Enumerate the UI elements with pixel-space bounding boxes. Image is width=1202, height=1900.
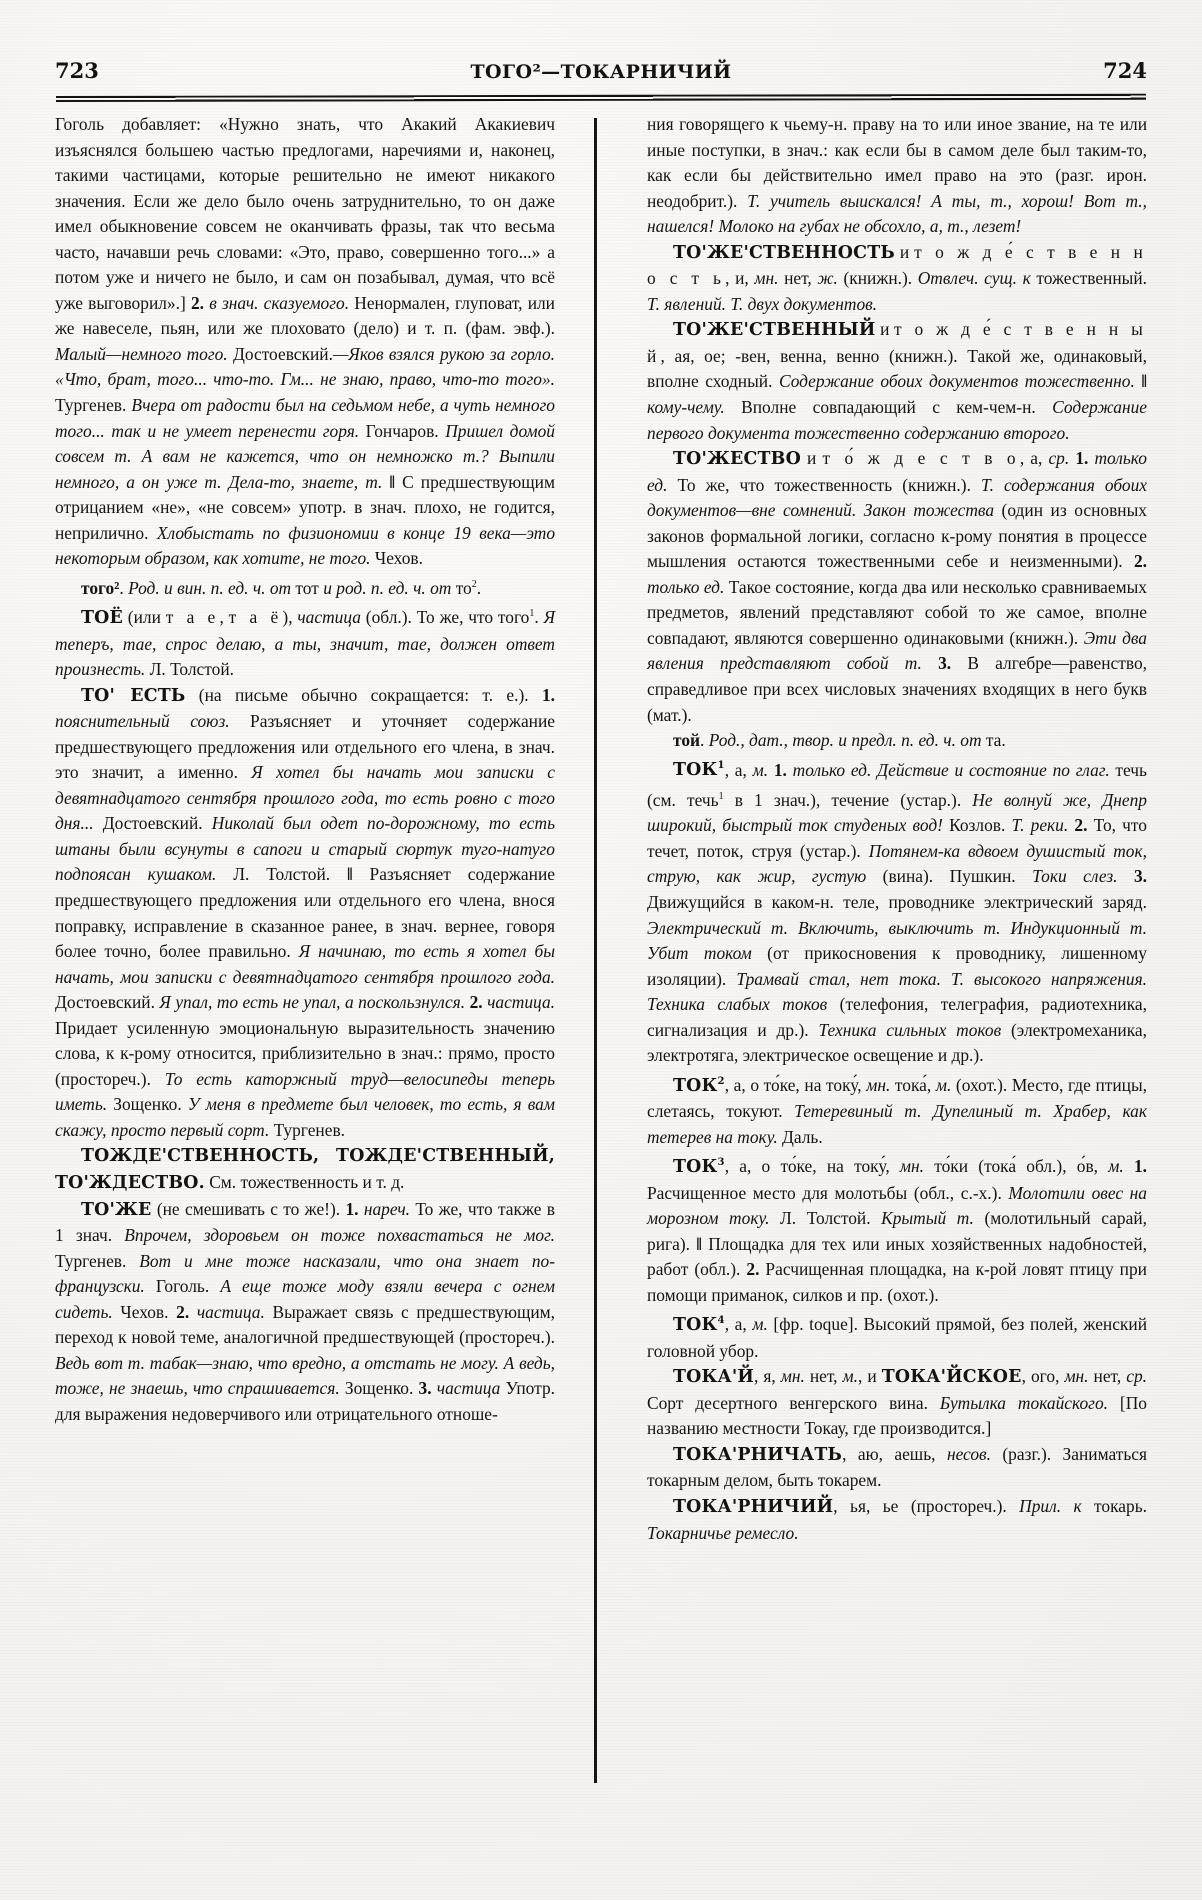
tozhdestvennost-crossref: ТОЖДЕ'СТВЕННОСТЬ, ТОЖДЕ'СТВЕННЫЙ, ТО'ЖДЕСТВО. См. тожественность и т. д. <box>55 1146 555 1194</box>
tokarnichat-entry: ТОКА'РНИЧАТЬ, аю, аешь, несов. (разг.). Заниматься токарным делом, быть токарем. <box>647 1443 1148 1491</box>
tok4-entry: ТОК$^4$, а, м. [фр. toque]. Высокий прямой, без полей, женский головной убор. <box>647 1314 1147 1361</box>
to-est-entry: ТО' ЕСТЬ (на письме обычно сокращается: т. е.). 1. пояснительный союз. Разъясняет и уточняет содержание предшествующего предложения или отдельного его члена, в знач. это значит, а именно. Я хотел бы начать мои записки с девятнадцатого сентября прошлого года, то есть ровно с того дня... Достоевский. Николай был одет по-дорожному, то есть штаны были всунуты в сапоги и старый сюртук туго-натуго подпоясан кушаком. Л. Толстой. ‖ Разъясняет содержание предшествующего предложения или отдельного его члена, внося поправку, исправление в сказанное ранее, в знач. вернее, говоря более точно, более правильно. Я начинаю, то есть я хотел бы начать, мои записки с девятнадцатого сентября прошлого года. Достоевский. Я упал, то есть не упал, а поскользнулся. 2. частица. Придает усиленную эмоциональную выразительность значению слова, к к-рому относится, приблизительно в знач.: прямо, просто (простореч.). То есть каторжный труд—велосипеды теперь иметь. Зощенко. У меня в предмете был человек, то есть, я вам скажу, просто первый сорт. Тургенев. <box>55 684 555 1140</box>
tozhe-entry: ТО'ЖЕ (не смешивать с то же!). 1. нареч. То же, что также в 1 знач. Впрочем, здоровьем он тоже похвастаться не мог. Тургенев. Вот и мне тоже насказали, что она знает по-французски. Гоголь. А еще тоже моду взяли вечера с огнем сидеть. Чехов. 2. частица. Выражает связь с предшествующим, переход к новой теме, аналогичной предшествующей (простореч.). Ведь вот т. табак—знаю, что вредно, а отстать не могу. А ведь, тоже, не знаешь, что спрашивается. Зощенко. 3. частица Употр. для выражения недоверчивого или отрицательного отноше- <box>55 1198 556 1424</box>
tok1-entry: ТОК$^1$, а, м. 1. только ед. Действие и состояние по глаг. течь (см. течь$^1$ в 1 знач.), течение (устар.). Не волнуй же, Днепр широкий, быстрый ток студеных вод! Козлов. Т. реки. 2. То, что течет, поток, струя (устар.). Потянем-ка вдвоем душистый ток, струю, как жир, густую (вина). Пушкин. Токи слез. 3. Движущийся в каком-н. теле, проводнике электрический заряд. Электрический т. Включить, выключить т. Индукционный т. Убит током (от прикосновения к проводнику, лишенному изоляции). Трамвай стал, нет тока. Т. высокого напряжения. Техника слабых токов (телефония, телеграфия, радиотехника, сигнализация и др.). Техника сильных токов (электромеханика, электротяга, электрическое освещение и др.). <box>647 759 1148 1066</box>
togo2-continuation: Гоголь добавляет: «Нужно знать, что Акакий Акакиевич изъяснялся большею частью предлогами, наречиями и, наконец, такими частицами, которые решительно не имеют никакого значения. Если же дело было очень затруднительно, то он даже имел обыкновение совсем не оканчивать фразы, так что весьма часто, начавши речь словами: «Это, право, совершенно того...» а потом уже и ничего не было, и сам он позабывал, думая, что всё уже выговорил».] 2. в знач. сказуемого. Ненормален, глуповат, или же навеселе, пьян, или же плоховато (дело) и т. п. (фам. эвф.). Малый—немного того. Достоевский.—Яков взялся рукою за горло. «Что, брат, того... что-то. Гм... не знаю, право, что-то того». Тургенев. Вчера от радости был на седьмом небе, а чуть немного того... так и не умеет перенести горя. Гончаров. Пришел домой совсем т. А вам не кажется, что он немножко т.? Выпили немного, а он уже т. Дела-то, знаете, т. ‖ С предшествующим отрицанием «не», «не совсем» употр. в знач. плохо, не годится, неприлично. Хлобыстать по физиономии в конце 19 века—это некоторым образом, как хотите, не того. Чехов. <box>55 114 556 569</box>
folio-left: 723 <box>55 58 99 83</box>
tozhe-continuation: ния говорящего к чьему-н. праву на то или иное звание, на те или иные поступки, в знач.: как если бы в самом деле был таким-то, как если бы действительно имел право на это (разг. ирон. неодобрит.). Т. учитель выискался! А ты, т., хорош! Вот т., нашелся! Молоко на губах не обсохло, а, т., лезет! <box>647 114 1147 237</box>
column-right <box>647 112 1147 1546</box>
togo2-grammar: того². Род. и вин. п. ед. ч. от тот и род. п. ед. ч. от $то^2$. <box>81 577 482 598</box>
tozhestvenny-entry: ТО'ЖЕ'СТВЕННЫЙ и т о ж д е́ с т в е н н ы й, ая, ое; -вен, венна, венно (книжн.). Такой же, одинаковый, вполне сходный. Содержание обоих документов тожественно. ‖ кому-чему. Вполне совпадающий с кем-чем-н. Содержание первого документа тожественно содержанию второго. <box>647 319 1147 443</box>
running-title: ТОГО²—ТОКАРНИЧИЙ <box>470 61 732 83</box>
tozhestvennost-entry: ТО'ЖЕ'СТВЕННОСТЬ и т о ж д е́ с т в е н н о с т ь, и, мн. нет, ж. (книжн.). Отвлеч. сущ. к тожественный. Т. явлений. Т. двух документов. <box>647 241 1147 314</box>
tozhestvo-entry: ТО'ЖЕСТВО и т о́ ж д е с т в о, а, ср. 1. только ед. То же, что тожественность (книжн.). Т. содержания обоих документов—вне сомнений. Закон тожества (один из основных законов формальной логики, согласно к-рому понятия в процессе мышления остаются тожественными себе и неизменными). 2. только ед. Такое состояние, когда два или несколько сравниваемых предметов, явлений представляют собой то же самое, вполне совпадают, являются совершенно одинаковыми (книжн.). Эти два явления представляют собой т. 3. В алгебре—равенство, справедливое при всех числовых значениях входящих в него букв (мат.). <box>647 448 1148 725</box>
tokarnichiy-entry: ТОКА'РНИЧИЙ, ья, ье (простореч.). Прил. к токарь. Токарничье ремесло. <box>647 1495 1147 1543</box>
column-left <box>55 112 555 1427</box>
text-body <box>55 112 1147 1812</box>
tokay-entry: ТОКА'Й, я, мн. нет, м., и ТОКА'ЙСКОЕ, ого, мн. нет, ср. Сорт десертного венгерского вина. Бутылка токайского. [По названию местности Токау, где производится.] <box>647 1366 1147 1439</box>
toy-grammar: той. Род., дат., твор. и предл. п. ед. ч. от та. <box>673 730 1006 751</box>
tok2-entry: ТОК$^2$, а, о то́ке, на току́, мн. тока́, м. (охот.). Место, где птицы, слетаясь, токуют. Тетеревиный т. Дупелиный т. Храбер, как тетерев на току. Даль. <box>647 1074 1147 1147</box>
folio-right: 724 <box>1103 58 1147 83</box>
tok3-entry: ТОК$^3$, а, о то́ке, на току́, мн. то́ки (тока́ обл.), о́в, м. 1. Расчищенное место для молотьбы (обл., с.-х.). Молотили овес на морозном току. Л. Толстой. Крытый т. (молотильный сарай, рига). ‖ Площадка для тех или иных хозяйственных надобностей, работ (обл.). 2. Расчищенная площадка, на к-рой ловят птицу при помощи приманок, силков и пр. (охот.). <box>647 1156 1147 1305</box>
toyo-entry: ТОЁ (или т а е, т а ё), частица (обл.). То же, что того$^1$. Я теперъ, тае, спрос делаю, а ты, значит, тае, должен ответ произнесть. Л. Толстой. <box>55 606 556 680</box>
running-head <box>55 58 1147 88</box>
